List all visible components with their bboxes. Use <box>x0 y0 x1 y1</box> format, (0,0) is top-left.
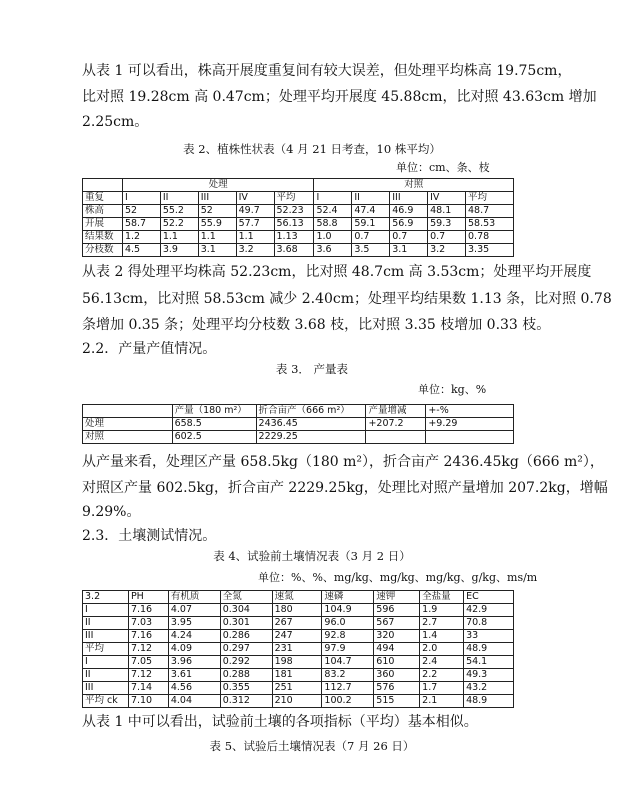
table-cell: 3.1 <box>198 244 236 257</box>
table-cell: 52.23 <box>274 205 314 218</box>
table-cell: 1.1 <box>236 231 274 244</box>
table-row <box>83 218 514 231</box>
table-cell: 7.16 <box>128 604 168 617</box>
table2-caption: 表 2、植株性状表（4 月 21 日考查，10 株平均） <box>183 142 441 156</box>
table-cell: 产量（180 m²） <box>172 405 256 418</box>
table-cell: 7.10 <box>128 695 168 708</box>
table-cell: +9.29 <box>426 418 514 431</box>
table-cell: 576 <box>374 682 420 695</box>
table-cell: 360 <box>374 669 420 682</box>
table-cell: 1.2 <box>122 231 160 244</box>
table-cell: 折合亩产（666 m²） <box>256 405 366 418</box>
table-cell: 33 <box>464 630 514 643</box>
table-cell <box>426 431 514 444</box>
table-cell: 43.2 <box>464 682 514 695</box>
table-cell: III <box>198 192 236 205</box>
table-cell: 92.8 <box>322 630 374 643</box>
table5-caption: 表 5、试验后土壤情况表（7 月 26 日） <box>209 739 415 753</box>
table-cell: 平均 <box>274 192 314 205</box>
table-cell: 1.1 <box>160 231 198 244</box>
table-cell: 1.9 <box>420 604 464 617</box>
table-cell: 结果数 <box>83 231 123 244</box>
table-cell: 96.0 <box>322 617 374 630</box>
table-cell: 100.2 <box>322 695 374 708</box>
table-cell: 3.5 <box>352 244 390 257</box>
table-cell: 494 <box>374 643 420 656</box>
table-cell: 处理 <box>83 418 173 431</box>
table-cell <box>366 431 426 444</box>
table3 <box>82 404 514 444</box>
table-cell: 1.4 <box>420 630 464 643</box>
table-cell: 0.301 <box>220 617 272 630</box>
paragraph-line: 从表 1 可以看出，株高开展度重复间有较大误差，但处理平均株高 19.75cm， <box>82 63 572 79</box>
table-row <box>83 617 514 630</box>
table-cell: 4.56 <box>168 682 220 695</box>
paragraph-line: 2.25cm。 <box>82 114 149 130</box>
table-cell: I <box>314 192 352 205</box>
table-cell: 全盐量 <box>420 591 464 604</box>
table-cell: 49.3 <box>464 669 514 682</box>
table-cell: 平均 <box>83 643 129 656</box>
table-cell: 平均 <box>466 192 514 205</box>
table-cell: I <box>83 604 129 617</box>
table-cell: 320 <box>374 630 420 643</box>
table-cell: II <box>83 617 129 630</box>
table-cell: 52.4 <box>314 205 352 218</box>
table-cell: 104.9 <box>322 604 374 617</box>
table-cell: 56.9 <box>390 218 428 231</box>
table-cell: 开展 <box>83 218 123 231</box>
table-cell: II <box>352 192 390 205</box>
table-cell: 3.68 <box>274 244 314 257</box>
table-cell: 3.9 <box>160 244 198 257</box>
table-cell: 48.9 <box>464 695 514 708</box>
table-cell: 251 <box>272 682 322 695</box>
table-cell: 3.35 <box>466 244 514 257</box>
table-row <box>83 231 514 244</box>
table-cell: 58.7 <box>122 218 160 231</box>
table3-caption: 表 3． 产量表 <box>275 362 349 376</box>
table-cell: 全氮 <box>220 591 272 604</box>
table-cell: 56.13 <box>274 218 314 231</box>
table-cell: II <box>160 192 198 205</box>
table-cell: 210 <box>272 695 322 708</box>
table-cell: 55.9 <box>198 218 236 231</box>
table-cell: 59.3 <box>428 218 466 231</box>
table-cell: 速氮 <box>272 591 322 604</box>
table-cell: II <box>83 669 129 682</box>
table-cell: 2.2 <box>420 669 464 682</box>
table-cell: 分枝数 <box>83 244 123 257</box>
table2-group-treat: 处理 <box>122 179 314 192</box>
table-row <box>83 205 514 218</box>
paragraph-line: 比对照 19.28cm 高 0.47cm；处理平均开展度 45.88cm，比对照 43.63cm 增加 <box>82 89 597 105</box>
table-cell: 97.9 <box>322 643 374 656</box>
table-row <box>83 656 514 669</box>
paragraph-line: 从表 2 得处理平均株高 52.23cm，比对照 48.7cm 高 3.53cm；处理平均开展度 <box>82 264 592 280</box>
table-cell: 0.292 <box>220 656 272 669</box>
table-row <box>83 431 514 444</box>
table-cell: 4.09 <box>168 643 220 656</box>
table-cell: 3.2 <box>236 244 274 257</box>
table-cell: 株高 <box>83 205 123 218</box>
table-cell: 48.1 <box>428 205 466 218</box>
paragraph-line: 56.13cm，比对照 58.53cm 减少 2.40cm；处理平均结果数 1.13 条，比对照 0.78 <box>82 291 612 307</box>
table-row <box>83 682 514 695</box>
table-cell: EC <box>464 591 514 604</box>
table-cell: 47.4 <box>352 205 390 218</box>
table-cell: 0.7 <box>390 231 428 244</box>
table-cell: 3.96 <box>168 656 220 669</box>
table-cell: 4.5 <box>122 244 160 257</box>
table-cell: 48.9 <box>464 643 514 656</box>
table-cell: 46.9 <box>390 205 428 218</box>
table-row <box>83 669 514 682</box>
table-cell: 7.12 <box>128 643 168 656</box>
table-cell: 速钾 <box>374 591 420 604</box>
table4 <box>82 590 514 708</box>
paragraph-line: 9.29%。 <box>82 504 141 520</box>
table-cell: 7.16 <box>128 630 168 643</box>
table-cell: PH <box>128 591 168 604</box>
table-cell: 0.78 <box>466 231 514 244</box>
table-cell: 1.7 <box>420 682 464 695</box>
table-cell: 2436.45 <box>256 418 366 431</box>
table-cell: 有机质 <box>168 591 220 604</box>
table-cell: 180 <box>272 604 322 617</box>
table-cell: 0.312 <box>220 695 272 708</box>
table-cell: 58.8 <box>314 218 352 231</box>
table-cell: 1.0 <box>314 231 352 244</box>
table2-group-ctrl: 对照 <box>314 179 514 192</box>
paragraph-line: 从表 1 中可以看出，试验前土壤的各项指标（平均）基本相似。 <box>82 714 478 730</box>
table-cell: 48.7 <box>466 205 514 218</box>
table-cell: 平均 ck <box>83 695 129 708</box>
table-cell <box>83 179 123 192</box>
table-cell: IV <box>428 192 466 205</box>
table-row <box>83 643 514 656</box>
table-cell: 49.7 <box>236 205 274 218</box>
table-row <box>83 418 514 431</box>
section-heading: 2.3．土壤测试情况。 <box>82 528 217 544</box>
table-cell: 0.286 <box>220 630 272 643</box>
table-cell: 3.61 <box>168 669 220 682</box>
table-cell: 0.7 <box>428 231 466 244</box>
table-cell: 596 <box>374 604 420 617</box>
table-cell: 7.14 <box>128 682 168 695</box>
table-cell: 2.0 <box>420 643 464 656</box>
table4-caption: 表 4、试验前土壤情况表（3 月 2 日） <box>213 549 411 563</box>
table-cell: 247 <box>272 630 322 643</box>
table-cell: 重复 <box>83 192 123 205</box>
paragraph-line: 对照区产量 602.5kg，折合亩产 2229.25kg，处理比对照产量增加 207.2kg，增幅 <box>82 480 608 496</box>
table-cell: 3.1 <box>390 244 428 257</box>
table-cell: IV <box>236 192 274 205</box>
table-cell: 104.7 <box>322 656 374 669</box>
table-cell: 3.6 <box>314 244 352 257</box>
section-heading: 2.2．产量产值情况。 <box>82 341 217 357</box>
table-cell: 267 <box>272 617 322 630</box>
table-cell: 610 <box>374 656 420 669</box>
table-row <box>83 695 514 708</box>
table2-group-row <box>83 179 514 192</box>
table-cell: 4.04 <box>168 695 220 708</box>
table-cell: 70.8 <box>464 617 514 630</box>
table-cell <box>83 405 173 418</box>
table-cell: 1.13 <box>274 231 314 244</box>
table-cell: 55.2 <box>160 205 198 218</box>
table-cell: 7.03 <box>128 617 168 630</box>
table-cell: III <box>390 192 428 205</box>
table-cell: 7.05 <box>128 656 168 669</box>
table-cell: 54.1 <box>464 656 514 669</box>
table-cell: 83.2 <box>322 669 374 682</box>
table3-header-row <box>83 405 514 418</box>
table-cell: 52 <box>122 205 160 218</box>
table-row <box>83 244 514 257</box>
table-cell: 112.7 <box>322 682 374 695</box>
table-cell: 0.288 <box>220 669 272 682</box>
table-cell: 0.355 <box>220 682 272 695</box>
table2-header-row <box>83 192 514 205</box>
table2-unit: 单位：cm、条、枝 <box>396 161 490 174</box>
table-cell: 3.2 <box>83 591 129 604</box>
table-cell: 产量增减 <box>366 405 426 418</box>
table-cell: 2229.25 <box>256 431 366 444</box>
table-cell: 515 <box>374 695 420 708</box>
table-cell: 4.24 <box>168 630 220 643</box>
table-cell: 3.95 <box>168 617 220 630</box>
table2 <box>82 178 514 257</box>
table-cell: 57.7 <box>236 218 274 231</box>
table-cell: +-% <box>426 405 514 418</box>
table-cell: 2.1 <box>420 695 464 708</box>
table-row <box>83 630 514 643</box>
table-cell: 2.7 <box>420 617 464 630</box>
table-cell: 52.2 <box>160 218 198 231</box>
table-cell: 7.12 <box>128 669 168 682</box>
table-row <box>83 604 514 617</box>
table-cell: I <box>122 192 160 205</box>
table-cell: 速磷 <box>322 591 374 604</box>
table4-header-row <box>83 591 514 604</box>
table-cell: 602.5 <box>172 431 256 444</box>
table-cell: 658.5 <box>172 418 256 431</box>
table-cell: 对照 <box>83 431 173 444</box>
table-cell: 0.7 <box>352 231 390 244</box>
table-cell: 567 <box>374 617 420 630</box>
table-cell: 1.1 <box>198 231 236 244</box>
table-cell: 52 <box>198 205 236 218</box>
table-cell: III <box>83 630 129 643</box>
paragraph-line: 从产量来看，处理区产量 658.5kg（180 m²），折合亩产 2436.45kg（666 m²）， <box>82 454 604 470</box>
table-cell: 2.4 <box>420 656 464 669</box>
table-cell: 198 <box>272 656 322 669</box>
table-cell: 42.9 <box>464 604 514 617</box>
table4-unit: 单位：%、%、mg/kg、mg/kg、mg/kg、g/kg、ms/m <box>258 571 538 584</box>
table-cell: 0.297 <box>220 643 272 656</box>
table-cell: 58.53 <box>466 218 514 231</box>
table-cell: 3.2 <box>428 244 466 257</box>
table-cell: I <box>83 656 129 669</box>
table-cell: III <box>83 682 129 695</box>
paragraph-line: 条增加 0.35 条；处理平均分枝数 3.68 枝，比对照 3.35 枝增加 0.33 枝。 <box>82 317 551 333</box>
table-cell: 4.07 <box>168 604 220 617</box>
table-cell: 0.304 <box>220 604 272 617</box>
table-cell: 231 <box>272 643 322 656</box>
table-cell: 181 <box>272 669 322 682</box>
table-cell: 59.1 <box>352 218 390 231</box>
table3-unit: 单位：kg、% <box>418 383 487 396</box>
table-cell: +207.2 <box>366 418 426 431</box>
